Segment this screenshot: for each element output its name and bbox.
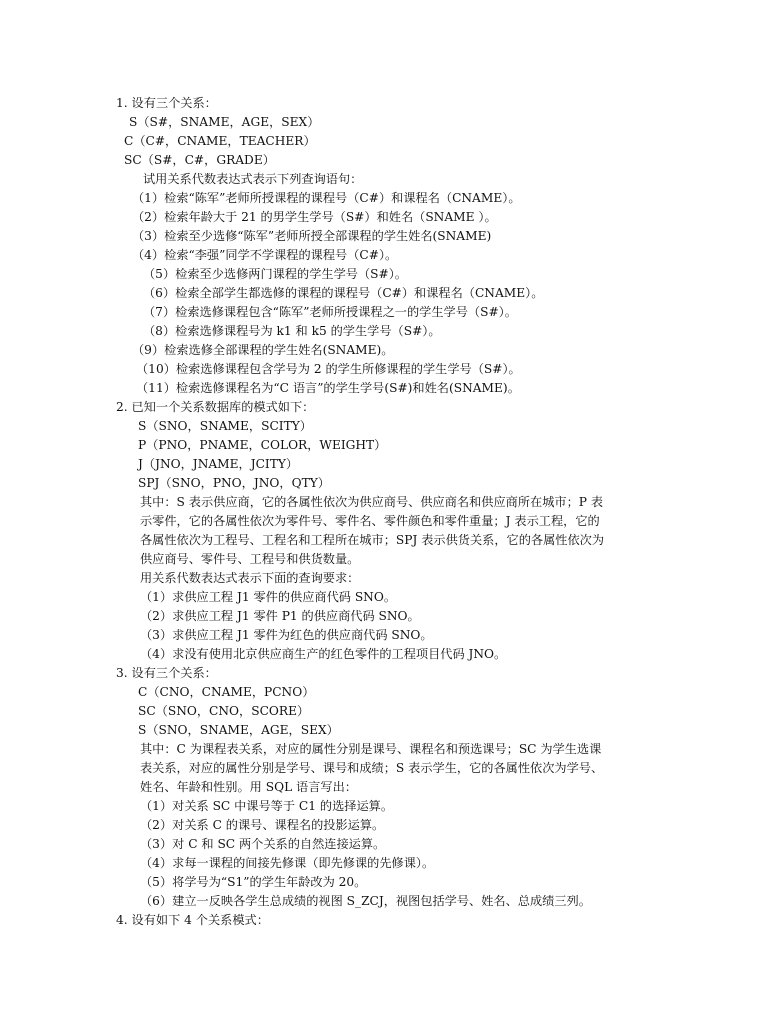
q3-item: （6）建立一反映各学生总成绩的视图 S_ZCJ，视图包括学号、姓名、总成绩三列。 xyxy=(140,894,591,908)
q1-item: （6）检索全部学生都选修的课程的课程号（C#）和课程名（CNAME）。 xyxy=(143,286,544,300)
q1-item: （2）检索年龄大于 21 的男学生学号（S#）和姓名（SNAME ）。 xyxy=(132,210,497,224)
q1-item: （8）检索选修课程号为 k1 和 k5 的学生学号（S#）。 xyxy=(143,324,441,338)
q2-desc-line: 各属性依次为工程号、工程名和工程所在城市；SPJ 表示供货关系，它的各属性依次为 xyxy=(140,533,605,547)
q2-item: （4）求没有使用北京供应商生产的红色零件的工程项目代码 JNO。 xyxy=(140,647,507,661)
q1-item: （11）检索选修课程名为“C 语言”的学生学号(S#)和姓名(SNAME)。 xyxy=(136,381,520,395)
q3-item: （5）将学号为“S1”的学生年龄改为 20。 xyxy=(140,875,367,889)
q4-title: 4. 设有如下 4 个关系模式： xyxy=(116,913,269,927)
q1-item: （5）检索至少选修两门课程的学生学号（S#）。 xyxy=(143,267,407,281)
q3-relation-c: C（CNO，CNAME，PCNO） xyxy=(138,685,315,699)
q1-item: （1）检索“陈军”老师所授课程的课程号（C#）和课程名（CNAME）。 xyxy=(132,191,521,205)
q1-relation-s: S（S#，SNAME，AGE，SEX） xyxy=(129,115,320,129)
q3-desc-line: 表关系，对应的属性分别是学号、课号和成绩；S 表示学生，它的各属性依次为学号、 xyxy=(140,761,604,775)
q2-relation-p: P（PNO，PNAME，COLOR，WEIGHT） xyxy=(138,438,387,452)
q1-intro: 试用关系代数表达式表示下列查询语句： xyxy=(143,172,363,186)
q1-item: （10）检索选修课程包含学号为 2 的学生所修课程的学生学号（S#）。 xyxy=(136,362,521,376)
q1-item: （3）检索至少选修“陈军”老师所授全部课程的学生姓名(SNAME) xyxy=(132,229,492,243)
q2-relation-s: S（SNO，SNAME，SCITY） xyxy=(138,419,312,433)
q3-title: 3. 设有三个关系： xyxy=(116,666,217,680)
q3-item: （2）对关系 C 的课号、课程名的投影运算。 xyxy=(140,818,385,832)
q2-title: 2. 已知一个关系数据库的模式如下： xyxy=(116,400,315,414)
q2-intro: 用关系代数表达式表示下面的查询要求： xyxy=(140,571,360,585)
q2-desc-line: 其中：S 表示供应商，它的各属性依次为供应商号、供应商名和供应商所在城市；P 表 xyxy=(140,495,604,509)
q2-item: （2）求供应工程 J1 零件 P1 的供应商代码 SNO。 xyxy=(140,609,420,623)
q3-relation-sc: SC（SNO，CNO，SCORE） xyxy=(138,704,310,718)
q2-item: （1）求供应工程 J1 零件的供应商代码 SNO。 xyxy=(140,590,397,604)
q3-desc-line: 姓名、年龄和性别。用 SQL 语言写出： xyxy=(140,780,357,794)
q2-desc-line: 示零件，它的各属性依次为零件号、零件名、零件颜色和零件重量；J 表示工程，它的 xyxy=(140,514,600,528)
q1-relation-sc: SC（S#，C#，GRADE） xyxy=(124,153,275,167)
q2-desc-line: 供应商号、零件号、工程号和供货数量。 xyxy=(140,552,360,566)
q2-item: （3）求供应工程 J1 零件为红色的供应商代码 SNO。 xyxy=(140,628,433,642)
q3-item: （4）求每一课程的间接先修课（即先修课的先修课）。 xyxy=(140,856,435,870)
q1-title: 1. 设有三个关系： xyxy=(116,96,217,110)
q3-item: （3）对 C 和 SC 两个关系的自然连接运算。 xyxy=(140,837,386,851)
q1-item: （4）检索“李强”同学不学课程的课程号（C#）。 xyxy=(132,248,398,262)
q3-relation-s: S（SNO，SNAME，AGE，SEX） xyxy=(138,723,339,737)
q1-item: （9）检索选修全部课程的学生姓名(SNAME)。 xyxy=(132,343,394,357)
q3-desc-line: 其中：C 为课程表关系，对应的属性分别是课号、课程名和预选课号；SC 为学生选课 xyxy=(140,742,602,756)
q1-item: （7）检索选修课程包含“陈军”老师所授课程之一的学生学号（S#）。 xyxy=(143,305,517,319)
q2-relation-spj: SPJ（SNO，PNO，JNO，QTY） xyxy=(138,476,330,490)
q2-relation-j: J（JNO，JNAME，JCITY） xyxy=(138,457,299,471)
q3-item: （1）对关系 SC 中课号等于 C1 的选择运算。 xyxy=(140,799,394,813)
q1-relation-c: C（C#，CNAME，TEACHER） xyxy=(124,134,316,148)
